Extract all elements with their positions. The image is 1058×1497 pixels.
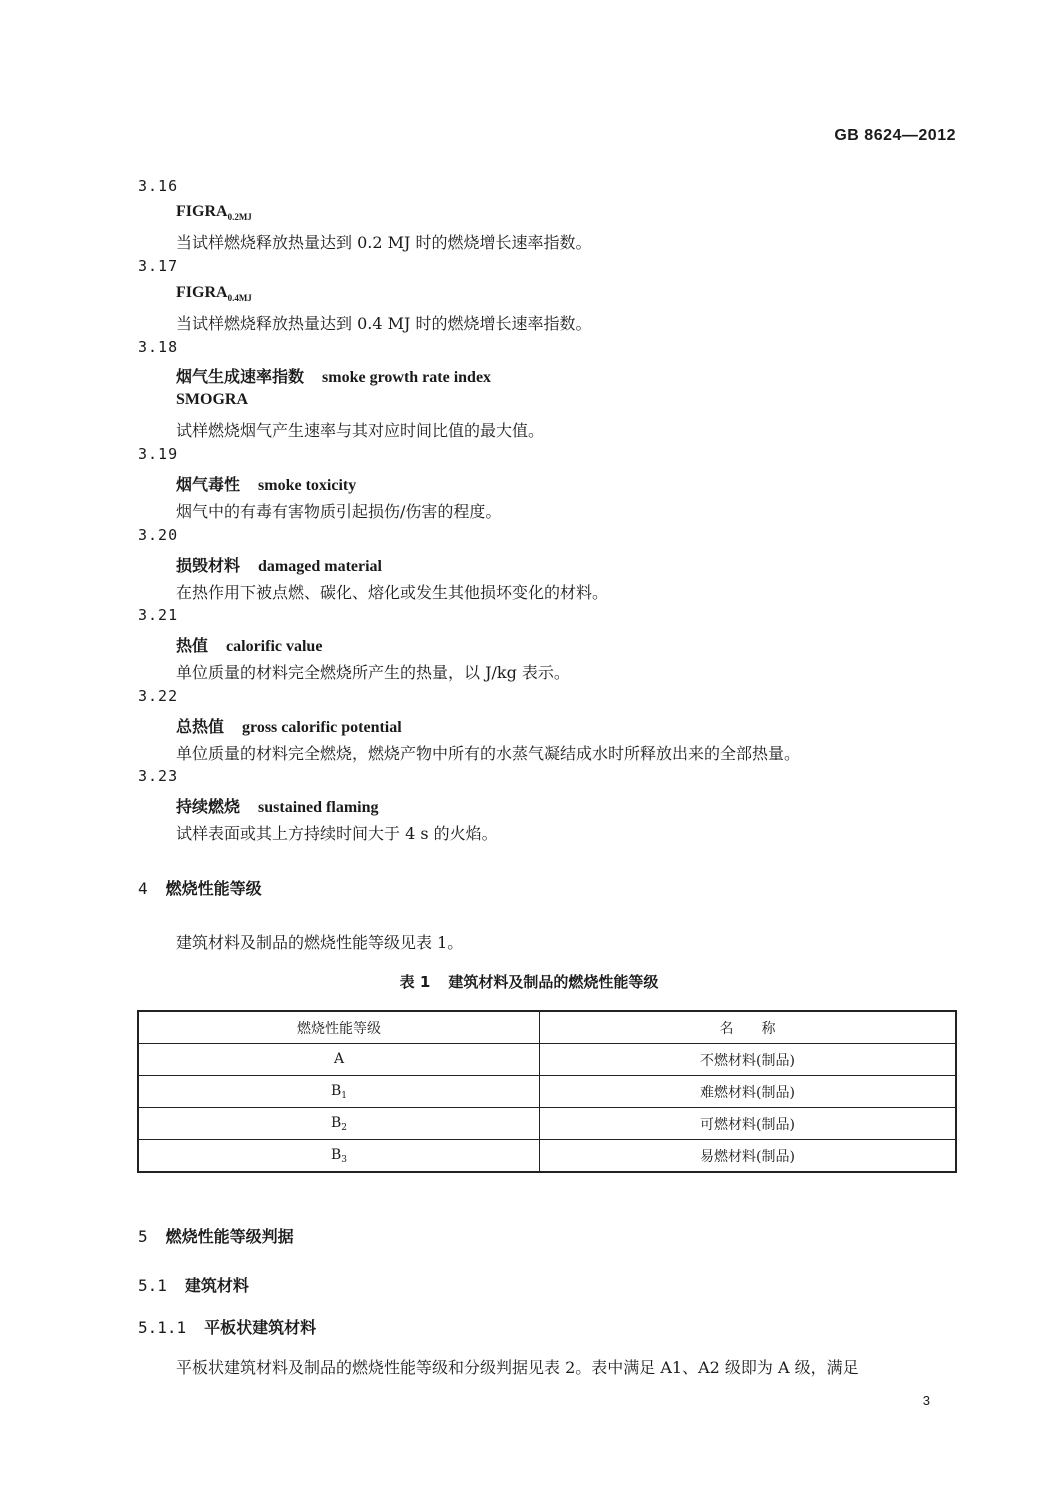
clause-number: 3.16 xyxy=(138,177,179,195)
abbr-subscript: 0.2MJ xyxy=(227,212,252,223)
name-cell: 易燃材料(制品) xyxy=(540,1140,957,1173)
clause-definition: 试样燃烧烟气产生速率与其对应时间比值的最大值。 xyxy=(176,421,545,440)
name-cell: 不燃材料(制品) xyxy=(540,1044,957,1076)
table-header-cell: 燃烧性能等级 xyxy=(138,1011,540,1044)
abbr-subscript: 0.4MJ xyxy=(227,293,252,304)
clause-number: 3.20 xyxy=(138,526,179,544)
term-english: sustained flaming xyxy=(258,799,379,816)
subsection-number: 5.1.1 xyxy=(138,1318,187,1337)
clause-abbreviation xyxy=(176,284,252,303)
body-paragraph: 建筑材料及制品的燃烧性能等级见表 1。 xyxy=(176,933,464,952)
clause-abbreviation xyxy=(176,203,252,222)
grade-letter: A xyxy=(333,1050,345,1067)
term-english: calorific value xyxy=(226,638,323,655)
clause-definition: 烟气中的有毒有害物质引起损伤/伤害的程度。 xyxy=(176,502,502,521)
grade-letter: B xyxy=(330,1114,342,1131)
subsection-heading xyxy=(138,1273,249,1296)
clause-definition: 在热作用下被点燃、碳化、熔化或发生其他损坏变化的材料。 xyxy=(176,583,609,602)
clause-number: 3.22 xyxy=(138,687,179,705)
section-title: 燃烧性能等级 xyxy=(165,879,262,898)
clause-term xyxy=(176,364,491,387)
section-number: 4 xyxy=(138,879,148,898)
clause-abbreviation: SMOGRA xyxy=(176,391,248,408)
clause-number: 3.18 xyxy=(138,338,179,356)
body-paragraph: 平板状建筑材料及制品的燃烧性能等级和分级判据见表 2。表中满足 A1、A2 级即为 A 级，满足 xyxy=(176,1358,859,1377)
section-heading xyxy=(138,876,262,899)
table-caption xyxy=(0,971,1058,992)
grade-subscript: 1 xyxy=(341,1090,348,1101)
term-english: damaged material xyxy=(258,558,382,575)
clause-number: 3.19 xyxy=(138,445,179,463)
section-heading xyxy=(138,1224,294,1247)
table-row xyxy=(138,1044,956,1076)
clause-term xyxy=(176,633,322,656)
fire-rating-table xyxy=(137,1010,957,1173)
grade-letter: B xyxy=(330,1082,342,1099)
subsection-heading xyxy=(138,1315,316,1338)
table-caption-number: 表 1 xyxy=(399,973,431,991)
clause-term xyxy=(176,794,378,817)
table-row xyxy=(138,1140,956,1173)
clause-definition: 当试样燃烧释放热量达到 0.2 MJ 时的燃烧增长速率指数。 xyxy=(176,233,592,252)
name-cell: 难燃材料(制品) xyxy=(540,1076,957,1108)
clause-term xyxy=(176,714,402,737)
section-number: 5 xyxy=(138,1227,148,1246)
grade-subscript: 2 xyxy=(341,1122,348,1133)
section-title: 燃烧性能等级判据 xyxy=(165,1227,294,1246)
subsection-title: 建筑材料 xyxy=(184,1276,249,1295)
clause-definition: 单位质量的材料完全燃烧，燃烧产物中所有的水蒸气凝结成水时所释放出来的全部热量。 xyxy=(176,744,801,763)
clause-number: 3.17 xyxy=(138,257,179,275)
term-chinese: 烟气毒性 xyxy=(176,475,241,494)
term-english: smoke toxicity xyxy=(258,477,357,494)
table-row xyxy=(138,1108,956,1140)
clause-definition: 当试样燃烧释放热量达到 0.4 MJ 时的燃烧增长速率指数。 xyxy=(176,314,592,333)
grade-cell xyxy=(138,1076,540,1108)
term-chinese: 烟气生成速率指数 xyxy=(176,367,305,386)
grade-subscript: 3 xyxy=(341,1154,348,1165)
term-chinese: 持续燃烧 xyxy=(176,797,241,816)
subsection-title: 平板状建筑材料 xyxy=(204,1318,317,1337)
abbr-main: FIGRA xyxy=(176,284,228,301)
clause-term xyxy=(176,553,382,576)
table-header-cell: 名 称 xyxy=(540,1011,957,1044)
table-header-row xyxy=(138,1011,956,1044)
clause-definition: 试样表面或其上方持续时间大于 4 s 的火焰。 xyxy=(176,824,498,843)
clause-number: 3.23 xyxy=(138,767,179,785)
term-chinese: 总热值 xyxy=(176,717,225,736)
term-chinese: 热值 xyxy=(176,636,209,655)
table-caption-title: 建筑材料及制品的燃烧性能等级 xyxy=(448,973,659,991)
grade-cell xyxy=(138,1140,540,1173)
table-row xyxy=(138,1076,956,1108)
page-number: 3 xyxy=(922,1393,930,1408)
grade-cell xyxy=(138,1108,540,1140)
grade-letter: B xyxy=(330,1146,342,1163)
clause-number: 3.21 xyxy=(138,606,179,624)
standard-code: GB 8624—2012 xyxy=(834,127,956,144)
term-english: gross calorific potential xyxy=(242,719,402,736)
clause-term xyxy=(176,472,356,495)
clause-definition: 单位质量的材料完全燃烧所产生的热量，以 J/kg 表示。 xyxy=(176,663,570,682)
abbr-main: FIGRA xyxy=(176,203,228,220)
subsection-number: 5.1 xyxy=(138,1276,167,1295)
name-cell: 可燃材料(制品) xyxy=(540,1108,957,1140)
term-english: smoke growth rate index xyxy=(322,369,492,386)
term-chinese: 损毁材料 xyxy=(176,556,241,575)
grade-cell xyxy=(138,1044,540,1076)
